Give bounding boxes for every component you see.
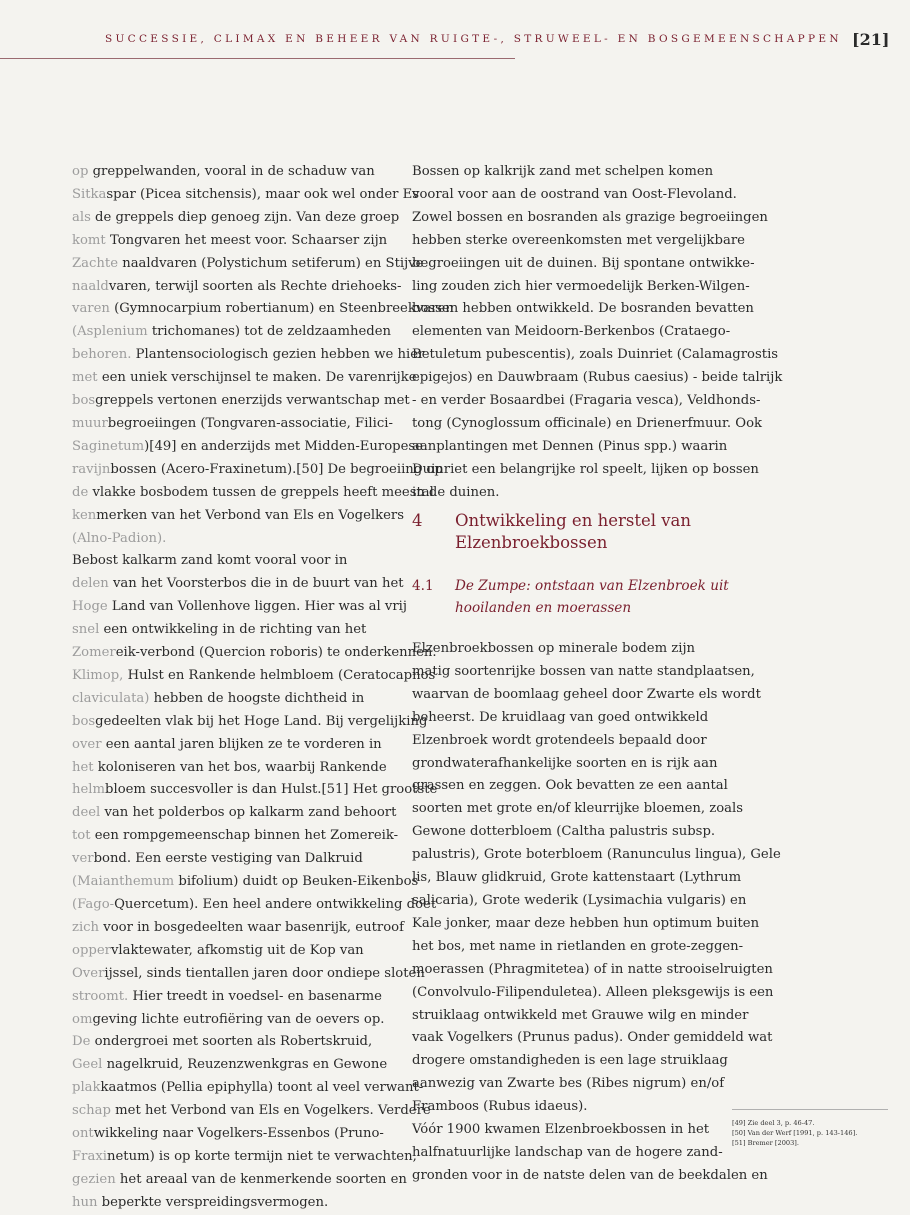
text-line: matig soortenrijke bossen van natte standplaatsen, xyxy=(412,663,755,679)
text-line: aanwezig van Zwarte bes (Ribes nigrum) en/of xyxy=(412,1076,725,1092)
text-line xyxy=(72,436,423,459)
text-line: Kale jonker, maar deze hebben hun optimum buiten xyxy=(412,915,760,931)
text-line xyxy=(72,367,417,390)
faded-text: ken xyxy=(72,507,97,523)
text-line xyxy=(72,1100,431,1123)
faded-text: Over xyxy=(72,965,105,981)
line-text: netum) is op korte termijn niet te verwachten, xyxy=(106,1148,417,1164)
text-line xyxy=(72,459,443,482)
faded-text: Saginetum xyxy=(72,438,145,454)
line-text: ijssel, sinds tientallen jaren door ondiepe sloten xyxy=(104,965,425,981)
faded-text: over xyxy=(72,736,106,752)
text-line: Zowel bossen en bosranden als grazige begroeiingen xyxy=(412,209,768,225)
text-line xyxy=(72,940,382,963)
faded-text: behoren. xyxy=(72,347,136,363)
line-text: kaatmos (Pellia epiphylla) toont al veel verwant- xyxy=(100,1080,424,1096)
text-line xyxy=(72,413,393,436)
line-text: greppelwanden, vooral in de schaduw van xyxy=(92,164,375,179)
faded-text: om xyxy=(72,1011,93,1027)
footnote-rule xyxy=(732,1109,888,1110)
line-text: Quercetum). Een heel andere ontwikkeling doet xyxy=(114,897,437,912)
text-line: Bossen op kalkrijk zand met schelpen komen xyxy=(412,164,714,179)
text-line xyxy=(72,298,454,321)
text-line: in de duinen. xyxy=(412,484,500,500)
text-line xyxy=(72,986,382,1009)
line-text: voor in bosgedeelten waar basenrijk, eutroof xyxy=(103,919,404,935)
faded-text: het xyxy=(72,759,98,775)
faded-text: ravijn xyxy=(72,461,111,477)
text-line: (Convolvulo-Filipenduletea). Alleen pleksgewijs is een xyxy=(412,984,774,1000)
line-text: het areaal van de kenmerkende soorten en xyxy=(119,1171,407,1187)
text-line xyxy=(72,1146,417,1169)
line-text: een ontwikkeling in de richting van het xyxy=(103,622,367,638)
text-line: het bos, met name in rietlanden en grote-zeggen- xyxy=(412,938,744,954)
text-line xyxy=(72,1169,407,1192)
text-line xyxy=(72,321,392,344)
line-text: bloem succesvoller is dan Hulst.[51] Het grootste xyxy=(105,782,438,798)
text-line xyxy=(72,711,428,734)
footnotes xyxy=(732,1118,857,1148)
faded-text: tot xyxy=(72,828,95,844)
text-line: palustris), Grote boterbloem (Ranunculus lingua), Gele xyxy=(412,847,781,863)
line-text: eik-verbond (Quercion roboris) te onderkennen. xyxy=(115,645,437,661)
line-text: ondergroei met soorten als Robertskruid, xyxy=(94,1034,373,1050)
text-line: halfnatuurlijke landschap van de hogere zand- xyxy=(412,1144,723,1160)
faded-text: Fraxi xyxy=(72,1148,107,1164)
faded-text: hun xyxy=(72,1194,102,1210)
subsection-title-line: hooilanden en moerassen xyxy=(455,600,632,616)
faded-text: ver xyxy=(72,851,94,867)
text-line xyxy=(72,642,437,665)
faded-text: ont xyxy=(72,1126,94,1142)
text-line: elementen van Meidoorn-Berkenbos (Crataego- xyxy=(412,324,731,340)
faded-text: muur xyxy=(72,415,108,431)
faded-text: opper xyxy=(72,942,111,958)
faded-text: Hoge xyxy=(72,599,112,615)
text-line xyxy=(72,1077,424,1100)
text-line: epigejos) en Dauwbraam (Rubus caesius) - beide talrijk xyxy=(412,370,783,386)
section-title-line: Ontwikkeling en herstel van xyxy=(455,511,692,530)
line-text: een aantal jaren blijken ze te vorderen in xyxy=(105,736,382,752)
line-text: spar (Picea sitchensis), maar ook wel onder Es xyxy=(106,186,420,202)
faded-text: bos xyxy=(72,713,96,729)
text-line xyxy=(72,1031,382,1054)
subsection-number: 4.1 xyxy=(412,578,434,594)
line-text: van het polderbos op kalkarm zand behoort xyxy=(104,805,397,821)
line-text: gedeelten vlak bij het Hoge Land. Bij vergelijking xyxy=(95,713,428,729)
subsection-title-line: De Zumpe: ontstaan van Elzenbroek uit xyxy=(455,578,729,594)
line-text: bond. Een eerste vestiging van Dalkruid xyxy=(93,851,363,867)
text-line: waarvan de boomlaag geheel door Zwarte els wordt xyxy=(412,686,761,702)
text-line xyxy=(72,573,404,596)
faded-text: naald xyxy=(72,278,109,294)
text-line: vaak Vogelkers (Prunus padus). Onder gemiddeld wat xyxy=(412,1030,773,1046)
text-line: aanplantingen met Dennen (Pinus spp.) waarin xyxy=(412,438,728,454)
text-line: moerassen (Phragmitetea) of in natte strooiselruigten xyxy=(412,961,773,977)
line-text: naaldvaren (Polystichum setiferum) en Stijve xyxy=(122,255,424,271)
text-line: bossen hebben ontwikkeld. De bosranden bevatten xyxy=(412,301,754,317)
text-line xyxy=(72,619,382,642)
text-line: Duinriet een belangrijke rol speelt, lijken op bossen xyxy=(412,461,759,477)
faded-text: claviculata) xyxy=(72,690,154,706)
right-column-top xyxy=(412,161,783,505)
text-line xyxy=(72,390,410,413)
text-line xyxy=(72,802,397,825)
text-line xyxy=(72,848,382,871)
line-text: Tongvaren het meest voor. Schaarser zijn xyxy=(109,232,388,248)
line-text: Land van Vollenhove liggen. Hier was al vrij xyxy=(111,599,407,615)
text-line xyxy=(72,779,438,802)
text-line: beheerst. De kruidlaag van goed ontwikkeld xyxy=(412,709,709,725)
text-line: Betuletum pubescentis), zoals Duinriet (Calamagrostis xyxy=(412,347,779,363)
faded-text: stroomt. xyxy=(72,988,133,1004)
line-text: nagelkruid, Reuzenzwenkgras en Gewone xyxy=(106,1057,388,1073)
line-text: van het Voorsterbos die in de buurt van het xyxy=(112,576,404,592)
running-header: SUCCESSIE, CLIMAX EN BEHEER VAN RUIGTE-, STRUWEEL- EN BOSGEMEENSCHAPPEN xyxy=(105,33,842,45)
line-text: trichomanes) tot de zeldzaamheden xyxy=(151,324,392,340)
faded-text: plak xyxy=(72,1080,101,1096)
line-text: koloniseren van het bos, waarbij Rankende xyxy=(97,759,387,775)
text-line xyxy=(72,550,382,573)
text-line xyxy=(72,1123,382,1146)
text-line xyxy=(72,871,419,894)
text-line xyxy=(72,482,434,505)
footnote: [49] Zie deel 3, p. 46-47. xyxy=(732,1119,815,1127)
line-text: Bebost kalkarm zand komt vooral voor in xyxy=(72,553,348,569)
section-title-line: Elzenbroekbossen xyxy=(455,533,608,552)
text-line: Framboos (Rubus idaeus). xyxy=(412,1099,588,1115)
faded-text: gezien xyxy=(72,1171,120,1187)
faded-text: als xyxy=(72,209,96,225)
header-rule xyxy=(0,58,515,59)
line-text: vlakke bosbodem tussen de greppels heeft meestal xyxy=(92,484,434,500)
line-text: de greppels diep genoeg zijn. Van deze groep xyxy=(95,209,400,225)
text-line: Elzenbroekbossen op minerale bodem zijn xyxy=(412,641,696,656)
line-text: merken van het Verbond van Els en Vogelkers xyxy=(96,507,404,523)
text-line: lis, Blauw glidkruid, Grote kattenstaart (Lythrum xyxy=(412,870,742,886)
faded-text: (Asplenium xyxy=(72,324,152,340)
faded-text: varen xyxy=(72,301,115,317)
text-line: grondwaterafhankelijke soorten en is rijk aan xyxy=(412,755,718,771)
text-line xyxy=(72,688,382,711)
line-text: beperkte verspreidingsvermogen. xyxy=(101,1194,329,1210)
text-line: drogere omstandigheden is een lage struiklaag xyxy=(412,1053,728,1069)
text-line xyxy=(72,1192,382,1215)
text-line: begroeiingen uit de duinen. Bij spontane ontwikke- xyxy=(412,255,755,271)
text-line: salicaria), Grote wederik (Lysimachia vulgaris) en xyxy=(412,892,747,908)
text-line: grassen en zeggen. Ook bevatten ze een aantal xyxy=(412,778,728,794)
text-line xyxy=(72,665,436,688)
faded-text: Sitka xyxy=(72,186,107,202)
faded-text: (Maianthemum xyxy=(72,874,179,890)
text-line xyxy=(72,734,382,757)
line-text: )[49] en anderzijds met Midden-Europese xyxy=(144,438,423,454)
text-line xyxy=(72,963,425,986)
faded-text: snel xyxy=(72,622,104,638)
faded-text: deel xyxy=(72,805,105,821)
line-text: een rompgemeenschap binnen het Zomereik- xyxy=(94,828,399,844)
text-line xyxy=(72,917,404,940)
text-line xyxy=(72,825,399,848)
text-line: hebben sterke overeenkomsten met vergelijkbare xyxy=(412,232,745,248)
line-text: (Gymnocarpium robertianum) en Steenbreekvaren xyxy=(114,301,454,317)
text-line: Vóór 1900 kwamen Elzenbroekbossen in het xyxy=(412,1122,710,1138)
faded-text: De xyxy=(72,1034,95,1050)
line-text: hebben de hoogste dichtheid in xyxy=(153,690,365,706)
text-line xyxy=(72,528,382,551)
faded-text: bos xyxy=(72,393,96,409)
text-line: gronden voor in de natste delen van de beekdalen en xyxy=(412,1167,768,1183)
text-line xyxy=(72,1009,385,1032)
text-line xyxy=(72,1054,388,1077)
line-text: greppels vertonen enerzijds verwantschap met xyxy=(95,393,410,409)
footnote: [50] Van der Werf [1991, p. 143-146]. xyxy=(732,1129,858,1137)
faded-text: op xyxy=(72,164,93,179)
text-line xyxy=(72,184,420,207)
line-text: met het Verbond van Els en Vogelkers. Verdere xyxy=(115,1103,431,1119)
faded-text: Zachte xyxy=(72,255,123,271)
text-line xyxy=(72,894,437,917)
page-number: [21] xyxy=(852,30,890,49)
text-line: vooral voor aan de oostrand van Oost-Flevoland. xyxy=(412,186,737,202)
text-line xyxy=(72,207,400,230)
line-text: bifolium) duidt op Beuken-Eikenbos xyxy=(178,874,419,890)
footnote: [51] Bremer [2003]. xyxy=(732,1139,799,1147)
text-line xyxy=(72,596,407,619)
faded-text: met xyxy=(72,370,102,386)
text-line: ling zouden zich hier vermoedelijk Berken-Wilgen- xyxy=(412,278,750,294)
line-text: vlaktewater, afkomstig uit de Kop van xyxy=(110,942,364,958)
text-line xyxy=(72,276,402,299)
faded-text: Zomer xyxy=(72,645,116,661)
line-text: Hier treedt in voedsel- en basenarme xyxy=(132,988,382,1004)
text-line: tong (Cynoglossum officinale) en Drienerfmuur. Ook xyxy=(412,415,762,431)
faded-text: delen xyxy=(72,576,113,592)
line-text: varen, terwijl soorten als Rechte driehoeks- xyxy=(108,278,402,294)
faded-text: komt xyxy=(72,232,110,248)
section-number: 4 xyxy=(412,511,423,530)
text-line: Elzenbroek wordt grotendeels bepaald door xyxy=(412,732,707,748)
text-line: soorten met grote en/of kleurrijke bloemen, zoals xyxy=(412,801,744,817)
text-line xyxy=(72,505,404,528)
text-line: - en verder Bosaardbei (Fragaria vesca), Veldhonds- xyxy=(412,393,761,409)
line-text: geving lichte eutrofiëring van de oevers op. xyxy=(92,1011,385,1027)
faded-text: helm xyxy=(72,782,106,798)
line-text: begroeiingen (Tongvaren-associatie, Filici- xyxy=(107,415,393,431)
text-line xyxy=(72,344,425,367)
faded-text: schap xyxy=(72,1103,116,1119)
text-line: struiklaag ontwikkeld met Grauwe wilg en minder xyxy=(412,1007,749,1023)
faded-text: (Fago- xyxy=(72,897,115,912)
text-line xyxy=(72,253,424,276)
faded-text: de xyxy=(72,484,93,500)
text-line: Gewone dotterbloem (Caltha palustris subsp. xyxy=(412,824,716,840)
line-text: wikkeling naar Vogelkers-Essenbos (Pruno- xyxy=(93,1126,384,1142)
line-text: een uniek verschijnsel te maken. De varenrijke xyxy=(101,370,417,386)
line-text: Hulst en Rankende helmbloem (Ceratocapnos xyxy=(127,667,436,683)
text-line xyxy=(72,757,387,780)
faded-text: Geel xyxy=(72,1057,107,1073)
line-text: Plantensociologisch gezien hebben we hier xyxy=(135,347,425,363)
faded-text: zich xyxy=(72,919,104,935)
text-line xyxy=(72,161,382,184)
faded-text: Klimop, xyxy=(72,667,128,683)
text-line xyxy=(72,230,388,253)
faded-text: (Alno-Padion). xyxy=(72,530,167,546)
line-text: bossen (Acero-Fraxinetum).[50] De begroeiing op xyxy=(110,461,443,477)
